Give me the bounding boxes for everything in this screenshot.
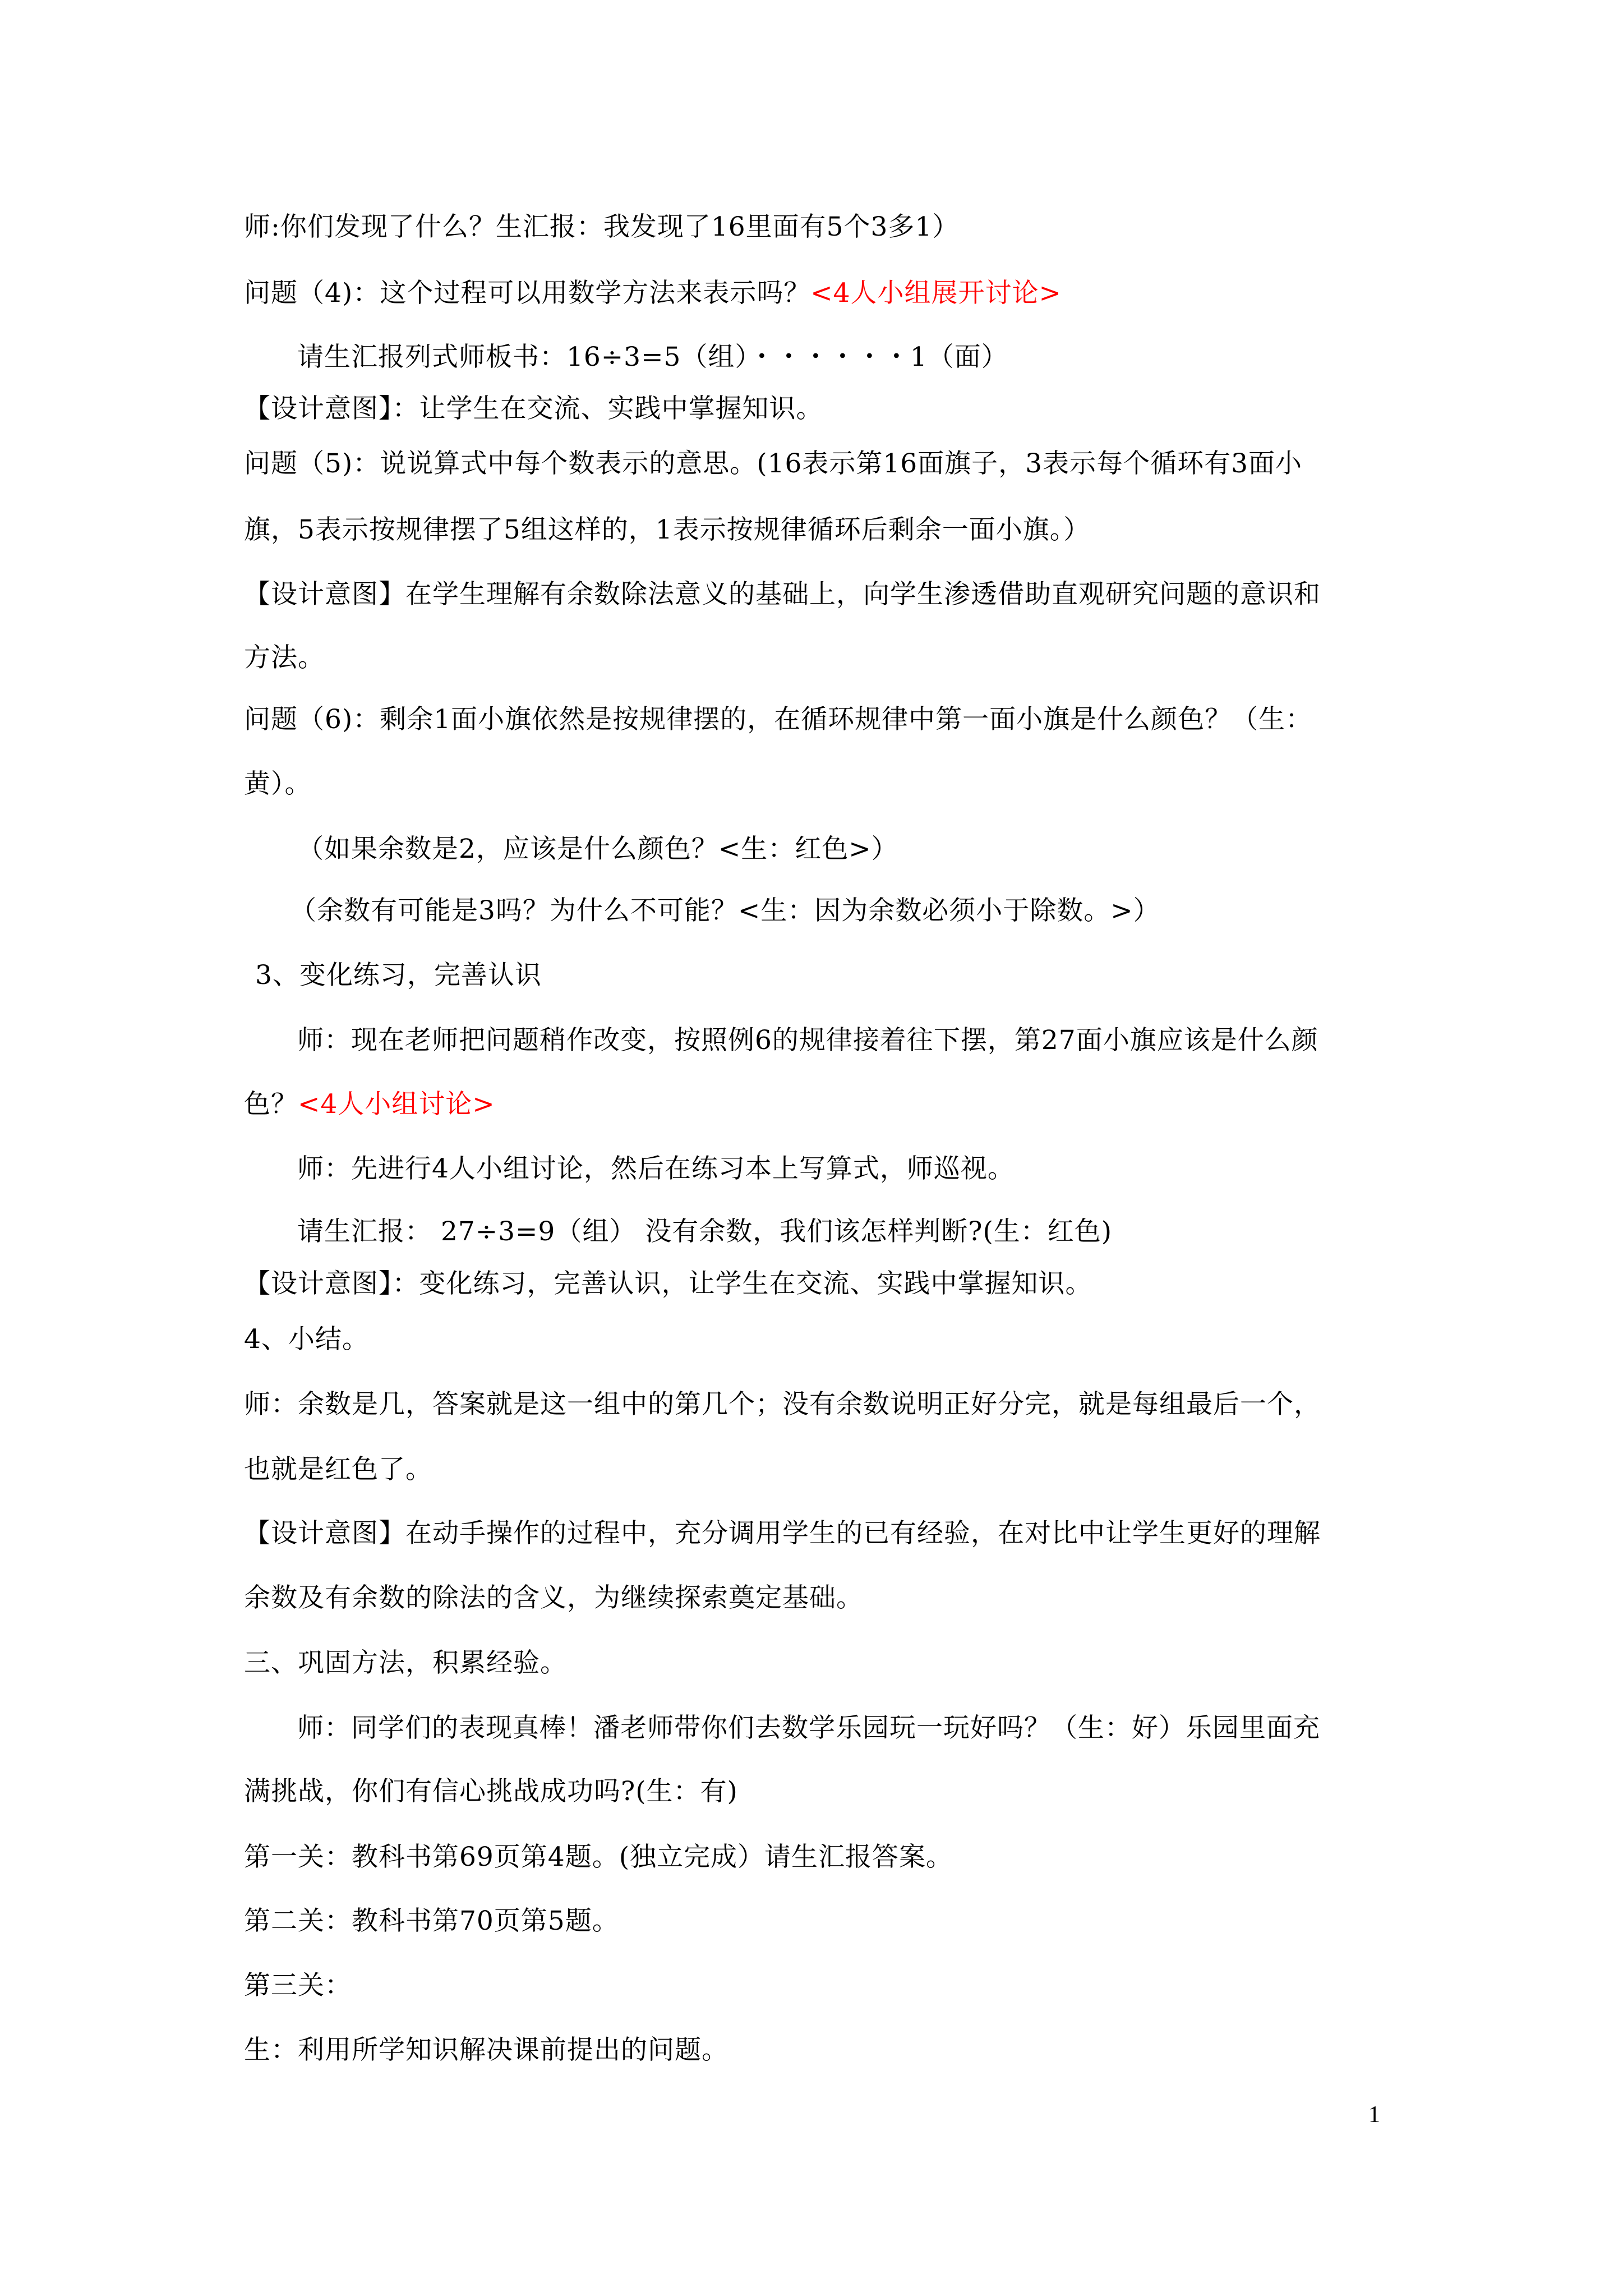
design-intent-line: 【设计意图】：变化练习，完善认识，让学生在交流、实践中掌握知识。 bbox=[244, 1268, 1092, 1299]
section-heading: 3、变化练习，完善认识 bbox=[255, 960, 542, 991]
text-line: 请生汇报列式师板书：16÷3=5（组）・・・・・・1（面） bbox=[297, 342, 1008, 372]
design-intent-line: 【设计意图】在动手操作的过程中，充分调用学生的已有经验，在对比中让学生更好的理解 bbox=[244, 1518, 1321, 1549]
design-intent-line: 【设计意图】：让学生在交流、实践中掌握知识。 bbox=[244, 393, 823, 424]
red-annotation: <4人小组讨论> bbox=[298, 1089, 495, 1120]
text-line: 师：同学们的表现真棒！潘老师带你们去数学乐园玩一玩好吗？（生：好）乐园里面充 bbox=[297, 1713, 1320, 1743]
text-line: 余数及有余数的除法的含义，为继续探索奠定基础。 bbox=[244, 1582, 863, 1613]
text-line: 满挑战，你们有信心挑战成功吗?(生：有) bbox=[244, 1776, 738, 1807]
text-line: 第二关：教科书第70页第5题。 bbox=[244, 1906, 619, 1936]
red-annotation: <4人小组展开讨论> bbox=[810, 278, 1062, 309]
text-line: 问题（5)：说说算式中每个数表示的意思。(16表示第16面旗子，3表示每个循环有3面小 bbox=[244, 448, 1302, 479]
text-line: 黄）。 bbox=[244, 769, 312, 799]
text-line: 师：先进行4人小组讨论，然后在练习本上写算式，师巡视。 bbox=[297, 1153, 1015, 1184]
text-line: 师：余数是几，答案就是这一组中的第几个；没有余数说明正好分完，就是每组最后一个， bbox=[244, 1389, 1321, 1420]
text-line: 问题（6)：剩余1面小旗依然是按规律摆的，在循环规律中第一面小旗是什么颜色？（生： bbox=[244, 704, 1313, 735]
text-line: 师：现在老师把问题稍作改变，按照例6的规律接着往下摆，第27面小旗应该是什么颜 bbox=[297, 1025, 1318, 1056]
section-heading: 4、小结。 bbox=[244, 1324, 369, 1355]
text-line: 第一关：教科书第69页第4题。(独立完成）请生汇报答案。 bbox=[244, 1842, 953, 1872]
text-line: 问题（4)：这个过程可以用数学方法来表示吗？<4人小组展开讨论> bbox=[244, 278, 1062, 309]
text-line: 第三关： bbox=[244, 1970, 352, 2001]
page-number: 1 bbox=[1368, 2102, 1380, 2128]
text-line: 色？<4人小组讨论> bbox=[244, 1089, 495, 1120]
design-intent-line: 【设计意图】在学生理解有余数除法意义的基础上，向学生渗透借助直观研究问题的意识和 bbox=[244, 579, 1321, 610]
text-line: 旗，5表示按规律摆了5组这样的，1表示按规律循环后剩余一面小旗。） bbox=[244, 514, 1091, 545]
text-line: （余数有可能是3吗？为什么不可能？<生：因为余数必须小于除数。>） bbox=[290, 895, 1160, 926]
text-line: 方法。 bbox=[244, 642, 325, 673]
text-line: 也就是红色了。 bbox=[244, 1454, 432, 1485]
text-line: 师:你们发现了什么？生汇报：我发现了16里面有5个3多1） bbox=[244, 211, 960, 242]
text-line: 请生汇报： 27÷3=9（组） 没有余数，我们该怎样判断?(生：红色) bbox=[297, 1216, 1113, 1247]
section-heading: 三、巩固方法，积累经验。 bbox=[244, 1648, 567, 1678]
text-line: 生：利用所学知识解决课前提出的问题。 bbox=[244, 2035, 728, 2065]
text-line: （如果余数是2，应该是什么颜色？<生：红色>） bbox=[297, 834, 898, 864]
